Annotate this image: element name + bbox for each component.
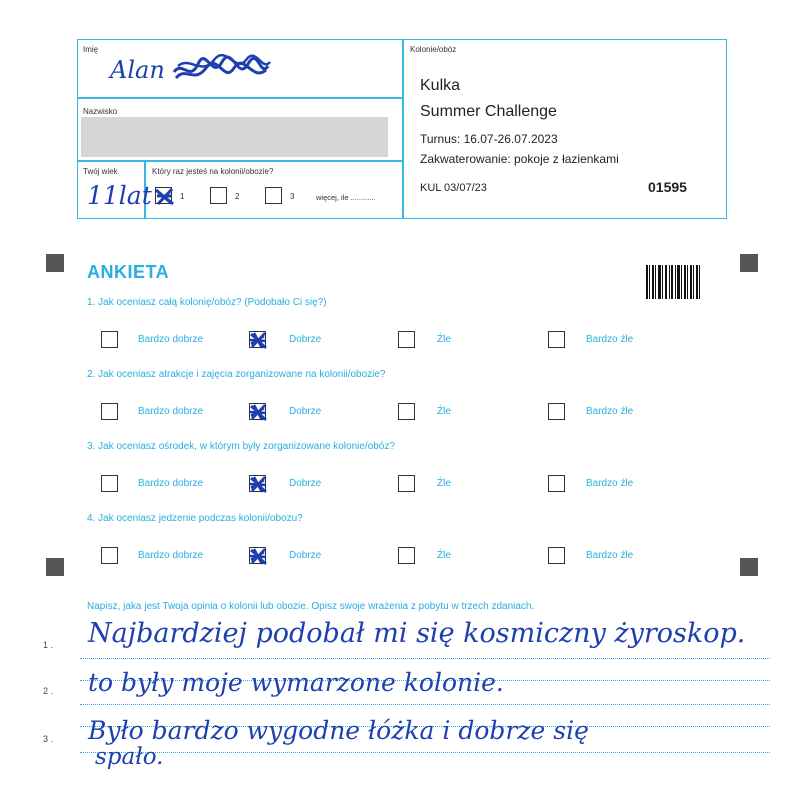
question-3-checkbox-3[interactable] [398, 475, 415, 492]
answer-line-3 [80, 752, 770, 753]
handwritten-line-3: Było bardzo wygodne łóżka i dobrze się [88, 716, 589, 745]
question-2-option-label-2: Dobrze [289, 406, 322, 417]
question-4-text: 4. Jak oceniasz jedzenie podczas kolonii/obozu? [87, 513, 303, 524]
opinion-prompt: Napisz, jaka jest Twoja opinia o kolonii lub obozie. Opisz swoje wrażenia z pobytu w trzech zdaniach. [87, 601, 535, 612]
checkmark-icon [154, 186, 175, 207]
question-1-option-label-3: Źle [437, 334, 451, 345]
question-2-option-label-4: Bardzo źle [586, 406, 634, 417]
question-4-checkbox-4[interactable] [548, 547, 565, 564]
handwritten-line-1: Najbardziej podobał mi się kosmiczny żyroskop. [88, 618, 746, 649]
question-1-checkbox-3[interactable] [398, 331, 415, 348]
answer-line-2 [80, 704, 770, 705]
question-2-option-label-3: Źle [437, 406, 451, 417]
question-4-option-label-4: Bardzo źle [586, 550, 634, 561]
visit-question: Który raz jesteś na kolonii/obozie? [152, 167, 274, 176]
question-2-checkbox-3[interactable] [398, 403, 415, 420]
barcode-icon [646, 265, 700, 299]
question-4-option-label-2: Dobrze [289, 550, 322, 561]
question-2-checkbox-2[interactable] [249, 403, 266, 420]
answer-line-1 [80, 658, 770, 659]
visit-checkbox-2[interactable] [210, 187, 227, 204]
question-3-option-label-2: Dobrze [289, 478, 322, 489]
question-3-text: 3. Jak oceniasz ośrodek, w którym były zorganizowane kolonie/obóz? [87, 441, 395, 452]
registration-marker-top-left [46, 254, 64, 272]
checkmark-icon [248, 402, 269, 423]
age-value: 11lat [87, 181, 152, 210]
survey-title: ANKIETA [87, 262, 170, 282]
header-divider-vertical [402, 39, 404, 219]
question-4-option-label-1: Bardzo dobrze [138, 550, 204, 561]
camp-name: Kulka [420, 77, 461, 94]
accommodation: Zakwaterowanie: pokoje z łazienkami [420, 152, 619, 166]
visit-more: więcej, ile ............ [316, 193, 376, 202]
question-1-option-label-1: Bardzo dobrze [138, 334, 204, 345]
visit-checkbox-3[interactable] [265, 187, 282, 204]
surname-redaction [81, 117, 388, 157]
checkmark-icon [248, 546, 269, 567]
question-2-checkbox-1[interactable] [101, 403, 118, 420]
handwritten-line-2: to były moje wymarzone kolonie. [88, 668, 504, 697]
question-1-option-label-4: Bardzo źle [586, 334, 634, 345]
visit-option-3: 3 [290, 192, 295, 201]
question-3-checkbox-2[interactable] [249, 475, 266, 492]
line-number-1: 1 . [43, 640, 54, 650]
question-2-checkbox-4[interactable] [548, 403, 565, 420]
registration-marker-bottom-right [740, 558, 758, 576]
question-3-option-label-1: Bardzo dobrze [138, 478, 204, 489]
registration-marker-bottom-left [46, 558, 64, 576]
name-scribble [172, 54, 272, 86]
question-3-checkbox-4[interactable] [548, 475, 565, 492]
name-label: Imię [83, 45, 99, 54]
camp-program: Summer Challenge [420, 103, 557, 120]
visit-option-1: 1 [180, 192, 185, 201]
turnus: Turnus: 16.07-26.07.2023 [420, 132, 558, 146]
question-2-text: 2. Jak oceniasz atrakcje i zajęcia zorganizowane na kolonii/obozie? [87, 369, 386, 380]
header-divider-name [77, 97, 402, 99]
line-number-2: 2 . [43, 686, 54, 696]
surname-label: Nazwisko [83, 107, 118, 116]
question-3-checkbox-1[interactable] [101, 475, 118, 492]
question-3-option-label-4: Bardzo źle [586, 478, 634, 489]
visit-option-2: 2 [235, 192, 240, 201]
form-number: 01595 [648, 179, 687, 195]
question-1-option-label-2: Dobrze [289, 334, 322, 345]
age-label: Twój wiek [83, 167, 118, 176]
handwritten-line-4: spało. [95, 744, 164, 770]
name-value: Alan [110, 56, 165, 84]
question-2-option-label-1: Bardzo dobrze [138, 406, 204, 417]
checkmark-icon [248, 474, 269, 495]
camp-label: Kolonie/obóz [410, 45, 457, 54]
question-1-checkbox-2[interactable] [249, 331, 266, 348]
question-4-option-label-3: Źle [437, 550, 451, 561]
question-3-option-label-3: Źle [437, 478, 451, 489]
question-1-text: 1. Jak oceniasz całą kolonię/obóz? (Podobało Ci się?) [87, 297, 327, 308]
registration-marker-top-right [740, 254, 758, 272]
question-4-checkbox-3[interactable] [398, 547, 415, 564]
camp-code: KUL 03/07/23 [420, 182, 487, 194]
question-4-checkbox-1[interactable] [101, 547, 118, 564]
question-1-checkbox-1[interactable] [101, 331, 118, 348]
header-divider-surname [77, 160, 402, 162]
checkmark-icon [248, 330, 269, 351]
visit-checkbox-1[interactable] [155, 187, 172, 204]
line-number-3: 3 . [43, 734, 54, 744]
question-4-checkbox-2[interactable] [249, 547, 266, 564]
question-1-checkbox-4[interactable] [548, 331, 565, 348]
